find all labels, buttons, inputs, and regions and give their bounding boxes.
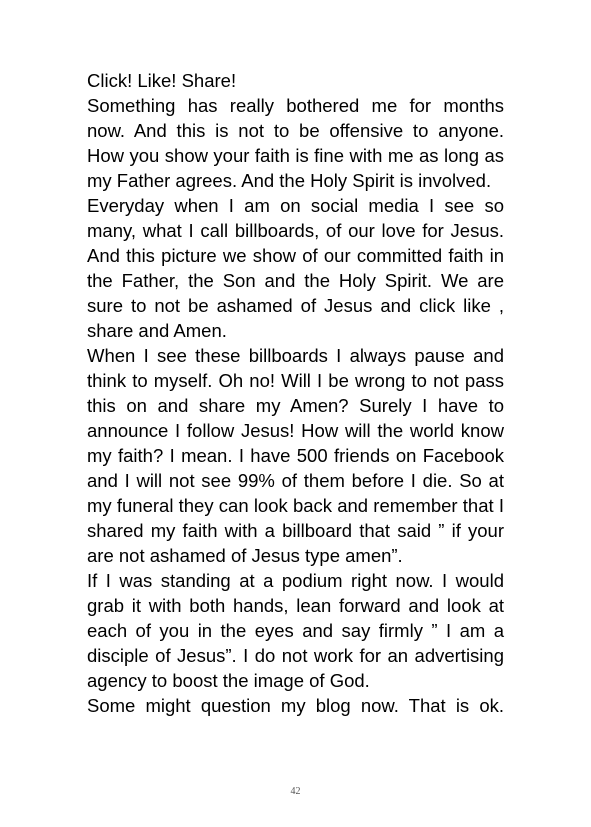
paragraph: Some might question my blog now. That is ok. bbox=[87, 695, 504, 716]
paragraph: When I see these billboards I always pause and think to myself. Oh no! Will I be wrong to not pass this on and share my Amen? Surely I have to announce I follow Jesus! How will the world know my faith? I mean. I have 500 friends on Facebook and I will not see 99% of them before I die. So at my funeral they can look back and remember that I shared my faith with a billboard that said ” if your are not ashamed of Jesus type amen”. bbox=[87, 345, 504, 566]
paragraph: If I was standing at a podium right now. I would grab it with both hands, lean forward and look at each of you in the eyes and say firmly ” I am a disciple of Jesus”. I do not work for an advertising agency to boost the image of God. bbox=[87, 570, 504, 691]
page-number: 42 bbox=[290, 786, 301, 797]
paragraph: Everyday when I am on social media I see so many, what I call billboards, of our love for Jesus. And this picture we show of our committed faith in the Father, the Son and the Holy Spirit. We are sure to not be ashamed of Jesus and click like , share and Amen. bbox=[87, 195, 504, 341]
paragraph: Something has really bothered me for months now. And this is not to be offensive to anyone. How you show your faith is fine with me as long as my Father agrees. And the Holy Spirit is involved. bbox=[87, 95, 504, 191]
body-text bbox=[87, 68, 504, 718]
paragraph-heading: Click! Like! Share! bbox=[87, 70, 237, 91]
